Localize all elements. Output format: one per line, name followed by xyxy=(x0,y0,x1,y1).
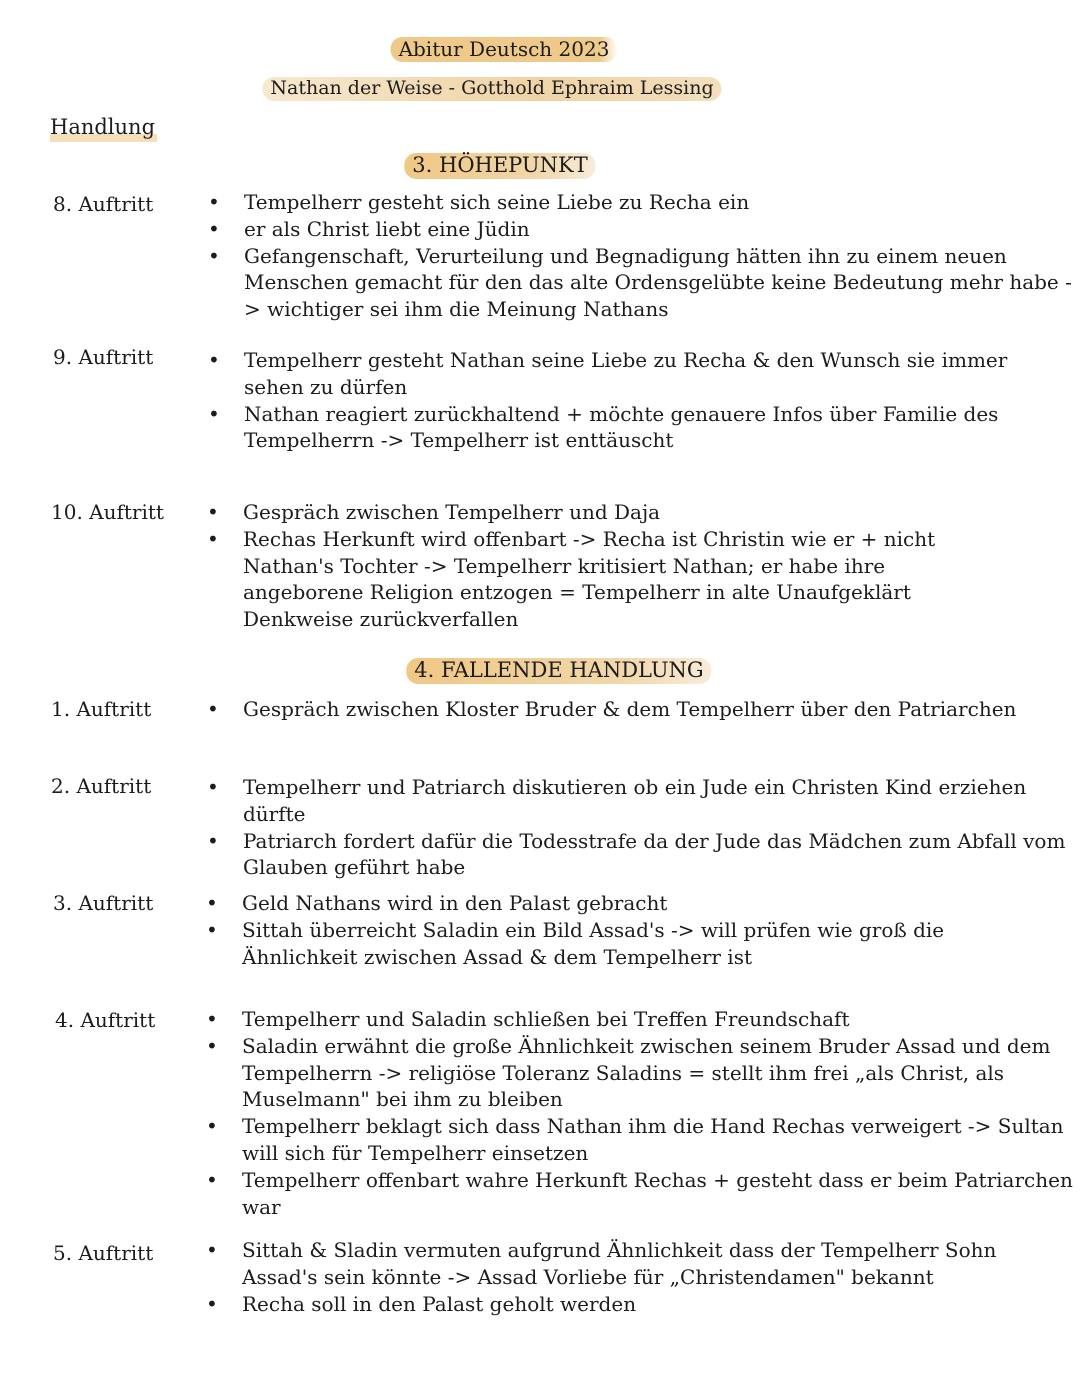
list-item: • Tempelherr gesteht sich seine Liebe zu Recha ein xyxy=(208,189,1076,216)
list-item: • er als Christ liebt eine Jüdin xyxy=(208,216,1076,243)
section-title-fallende-handlung: 4. FALLENDE HANDLUNG xyxy=(406,658,711,684)
list-item: • Gefangenschaft, Verurteilung und Begnadigung hätten ihn zu einem neuen Menschen gemacht für den das alte Ordensgelübte keine Bedeutung mehr habe -> wichtiger sei ihm die Meinung Nathans xyxy=(208,243,1076,323)
scene-label: 9. Auftritt xyxy=(53,345,154,369)
list-item: • Tempelherr und Saladin schließen bei Treffen Freundschaft xyxy=(206,1006,1076,1033)
list-item: • Saladin erwähnt die große Ähnlichkeit zwischen seinem Bruder Assad und dem Tempelherrn -> religiöse Toleranz Saladins = stellt ihm frei „als Christ, als Muselmann" bei ihm zu bleiben xyxy=(206,1033,1076,1113)
bullet-list xyxy=(208,347,1038,454)
scene-label: 2. Auftritt xyxy=(51,774,152,798)
scene-label: 5. Auftritt xyxy=(53,1241,154,1265)
bullet-list xyxy=(207,774,1072,881)
list-item: • Rechas Herkunft wird offenbart -> Recha ist Christin wie er + nicht Nathan's Tochter -> Tempelherr kritisiert Nathan; er habe ihre angeborene Religion entzogen = Tempelherr in alte Unaufgeklärt Denkweise zurückverfallen xyxy=(207,526,997,633)
list-item: • Tempelherr beklagt sich dass Nathan ihm die Hand Rechas verweigert -> Sultan will sich für Tempelherr einsetzen xyxy=(206,1113,1076,1167)
document-subtitle: Nathan der Weise - Gotthold Ephraim Lessing xyxy=(262,77,721,101)
list-item: • Sittah überreicht Saladin ein Bild Assad's -> will prüfen wie groß die Ähnlichkeit zwischen Assad & dem Tempelherr ist xyxy=(206,917,946,971)
document-title: Abitur Deutsch 2023 xyxy=(391,37,618,62)
list-item: • Patriarch fordert dafür die Todesstrafe da der Jude das Mädchen zum Abfall vom Glauben geführt habe xyxy=(207,828,1072,882)
scene-label: 1. Auftritt xyxy=(51,697,152,721)
list-item: • Gespräch zwischen Kloster Bruder & dem Tempelherr über den Patriarchen xyxy=(207,696,1067,723)
bullet-list xyxy=(206,890,946,970)
list-item: • Gespräch zwischen Tempelherr und Daja xyxy=(207,499,997,526)
list-item: • Nathan reagiert zurückhaltend + möchte genauere Infos über Familie des Tempelherrn -> Tempelherr ist enttäuscht xyxy=(208,401,1038,455)
scene-label: 4. Auftritt xyxy=(55,1008,156,1032)
bullet-list xyxy=(206,1006,1076,1220)
list-item: • Recha soll in den Palast geholt werden xyxy=(206,1291,1051,1318)
list-item: • Geld Nathans wird in den Palast gebracht xyxy=(206,890,946,917)
scene-label: 3. Auftritt xyxy=(53,891,154,915)
list-item: • Tempelherr offenbart wahre Herkunft Rechas + gesteht dass er beim Patriarchen war xyxy=(206,1167,1076,1221)
bullet-list xyxy=(207,499,997,633)
list-item: • Tempelherr und Patriarch diskutieren ob ein Jude ein Christen Kind erziehen dürfte xyxy=(207,774,1072,828)
section-heading-handlung: Handlung xyxy=(50,117,157,142)
bullet-list xyxy=(206,1237,1051,1317)
section-title-hoehepunkt: 3. HÖHEPUNKT xyxy=(404,153,595,179)
scene-label: 8. Auftritt xyxy=(53,192,154,216)
bullet-list xyxy=(208,189,1076,323)
scene-label: 10. Auftritt xyxy=(51,500,164,524)
list-item: • Tempelherr gesteht Nathan seine Liebe zu Recha & den Wunsch sie immer sehen zu dürfen xyxy=(208,347,1038,401)
bullet-list xyxy=(207,696,1067,723)
list-item: • Sittah & Sladin vermuten aufgrund Ähnlichkeit dass der Tempelherr Sohn Assad's sein könnte -> Assad Vorliebe für „Christendamen" bekannt xyxy=(206,1237,1051,1291)
